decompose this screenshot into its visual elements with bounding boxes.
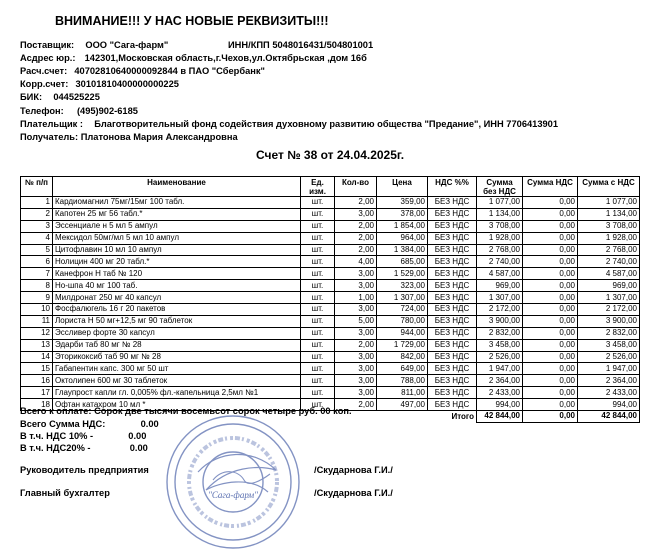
row-sum-vat: 2 526,00	[578, 351, 640, 363]
company-stamp	[158, 410, 308, 550]
recipient-value: Платонова Мария Александровна	[80, 132, 238, 142]
row-qty: 3,00	[335, 208, 377, 220]
row-qty: 5,00	[335, 315, 377, 327]
row-vat-sum: 0,00	[523, 351, 578, 363]
stamp-center-text: "Сага-фарм"	[208, 490, 258, 500]
row-name: Капотен 25 мг 56 табл.*	[53, 208, 301, 220]
row-qty: 2,00	[335, 232, 377, 244]
row-qty: 3,00	[335, 280, 377, 292]
row-sum-vat: 2 172,00	[578, 304, 640, 316]
table-row	[21, 256, 640, 268]
row-num: 3	[21, 220, 53, 232]
row-qty: 3,00	[335, 351, 377, 363]
row-name: Милдронат 250 мг 40 капсул	[53, 292, 301, 304]
vat10-value: 0.00	[128, 431, 147, 441]
row-vat-rate: БЕЗ НДС	[428, 268, 477, 280]
inn-label: ИНН/КПП	[228, 40, 270, 50]
vat10-label: В т.ч. НДС 10% -	[20, 431, 94, 441]
row-vat-sum: 0,00	[523, 315, 578, 327]
header-qty: Кол-во	[335, 177, 377, 197]
row-price: 724,00	[377, 304, 428, 316]
table-row	[21, 351, 640, 363]
row-name: Глаупрост капли гл. 0,005% фл.-капельница 2,5мл №1	[53, 387, 301, 399]
notice-title: ВНИМАНИЕ!!! У НАС НОВЫЕ РЕКВИЗИТЫ!!!	[55, 14, 329, 28]
row-sum-vat: 2 364,00	[578, 375, 640, 387]
row-price: 378,00	[377, 208, 428, 220]
table-row	[21, 315, 640, 327]
recipient-label: Получатель:	[20, 132, 79, 142]
corr-line	[20, 79, 179, 89]
row-unit: шт.	[301, 339, 335, 351]
row-price: 685,00	[377, 256, 428, 268]
row-name: Цитофлавин 10 мл 10 ампул	[53, 244, 301, 256]
table-row	[21, 327, 640, 339]
table-row	[21, 363, 640, 375]
row-vat-sum: 0,00	[523, 268, 578, 280]
row-name: Кардиомагнил 75мг/15мг 100 табл.	[53, 197, 301, 209]
corr-value: 30101810400000000225	[75, 79, 179, 89]
row-unit: шт.	[301, 315, 335, 327]
recipient-line	[20, 132, 238, 142]
row-qty: 2,00	[335, 220, 377, 232]
row-vat-rate: БЕЗ НДС	[428, 292, 477, 304]
row-qty: 3,00	[335, 327, 377, 339]
row-name: Октолипен 600 мг 30 таблеток	[53, 375, 301, 387]
accountant-label: Главный бухгалтер	[20, 488, 110, 498]
row-vat-sum: 0,00	[523, 292, 578, 304]
row-unit: шт.	[301, 244, 335, 256]
row-unit: шт.	[301, 268, 335, 280]
row-price: 811,00	[377, 387, 428, 399]
row-sum-vat: 2 433,00	[578, 387, 640, 399]
row-sum-no-vat: 969,00	[477, 280, 523, 292]
row-unit: шт.	[301, 208, 335, 220]
invoice-title: Счет № 38 от 24.04.2025г.	[256, 148, 405, 162]
account-value: 40702810640000092844 в ПАО "Сбербанк"	[74, 66, 265, 76]
row-sum-vat: 2 768,00	[578, 244, 640, 256]
row-unit: шт.	[301, 232, 335, 244]
director-name: /Скударнова Г.И./	[314, 465, 393, 475]
row-vat-rate: БЕЗ НДС	[428, 315, 477, 327]
table-row	[21, 292, 640, 304]
row-sum-no-vat: 2 740,00	[477, 256, 523, 268]
header-vat-rate: НДС %%	[428, 177, 477, 197]
row-num: 7	[21, 268, 53, 280]
bik-line	[20, 92, 100, 102]
row-name: Габапентин капс. 300 мг 50 шт	[53, 363, 301, 375]
row-sum-vat: 1 307,00	[578, 292, 640, 304]
vat20-label: В т.ч. НДС20% -	[20, 443, 91, 453]
row-unit: шт.	[301, 304, 335, 316]
row-price: 842,00	[377, 351, 428, 363]
vat10-line	[20, 431, 146, 441]
row-vat-sum: 0,00	[523, 220, 578, 232]
row-num: 5	[21, 244, 53, 256]
row-vat-rate: БЕЗ НДС	[428, 375, 477, 387]
supplier-line	[20, 40, 168, 50]
header-num: № п/п	[21, 177, 53, 197]
vat20-value: 0.00	[129, 443, 148, 453]
table-row	[21, 244, 640, 256]
row-vat-sum: 0,00	[523, 208, 578, 220]
row-sum-no-vat: 2 768,00	[477, 244, 523, 256]
total-without-vat: 42 844,00	[477, 411, 523, 423]
row-sum-vat: 969,00	[578, 280, 640, 292]
row-name: Но-шпа 40 мг 100 таб.	[53, 280, 301, 292]
row-sum-no-vat: 1 947,00	[477, 363, 523, 375]
row-price: 964,00	[377, 232, 428, 244]
row-vat-sum: 0,00	[523, 339, 578, 351]
row-num: 4	[21, 232, 53, 244]
row-price: 1 729,00	[377, 339, 428, 351]
bik-label: БИК:	[20, 92, 43, 102]
corr-label: Корр.счет:	[20, 79, 69, 89]
row-num: 12	[21, 327, 53, 339]
row-price: 1 854,00	[377, 220, 428, 232]
row-unit: шт.	[301, 375, 335, 387]
row-sum-vat: 4 587,00	[578, 268, 640, 280]
row-vat-rate: БЕЗ НДС	[428, 244, 477, 256]
row-qty: 4,00	[335, 256, 377, 268]
table-row	[21, 197, 640, 209]
row-sum-vat: 3 458,00	[578, 339, 640, 351]
header-sum-vat: Сумма с НДС	[578, 177, 640, 197]
row-unit: шт.	[301, 399, 335, 411]
row-num: 1	[21, 197, 53, 209]
row-price: 788,00	[377, 375, 428, 387]
row-vat-rate: БЕЗ НДС	[428, 232, 477, 244]
row-vat-rate: БЕЗ НДС	[428, 351, 477, 363]
row-vat-sum: 0,00	[523, 327, 578, 339]
header-name: Наименование	[53, 177, 301, 197]
accountant-name: /Скударнова Г.И./	[314, 488, 393, 498]
items-table	[20, 176, 640, 423]
row-unit: шт.	[301, 220, 335, 232]
row-vat-rate: БЕЗ НДС	[428, 280, 477, 292]
payable-text: Всего к оплате: Сорок две тысячи восемьсот сорок четыре руб. 00 коп.	[20, 406, 352, 416]
row-num: 13	[21, 339, 53, 351]
row-num: 15	[21, 363, 53, 375]
vat-total-value: 0.00	[140, 419, 159, 429]
table-row	[21, 304, 640, 316]
table-row	[21, 339, 640, 351]
row-price: 323,00	[377, 280, 428, 292]
row-vat-sum: 0,00	[523, 304, 578, 316]
row-unit: шт.	[301, 292, 335, 304]
row-vat-sum: 0,00	[523, 232, 578, 244]
row-num: 10	[21, 304, 53, 316]
row-qty: 3,00	[335, 387, 377, 399]
row-sum-no-vat: 3 708,00	[477, 220, 523, 232]
row-num: 11	[21, 315, 53, 327]
row-sum-no-vat: 1 134,00	[477, 208, 523, 220]
vat20-line	[20, 443, 148, 453]
bik-value: 044525225	[53, 92, 100, 102]
row-sum-vat: 994,00	[578, 399, 640, 411]
row-sum-no-vat: 2 526,00	[477, 351, 523, 363]
row-price: 497,00	[377, 399, 428, 411]
table-body	[21, 197, 640, 411]
header-unit: Ед. изм.	[301, 177, 335, 197]
row-sum-vat: 3 708,00	[578, 220, 640, 232]
row-sum-vat: 2 832,00	[578, 327, 640, 339]
row-qty: 2,00	[335, 244, 377, 256]
row-vat-rate: БЕЗ НДС	[428, 256, 477, 268]
row-sum-no-vat: 1 077,00	[477, 197, 523, 209]
supplier-label: Поставщик:	[20, 40, 75, 50]
row-name: Нолицин 400 мг 20 табл.*	[53, 256, 301, 268]
total-with-vat: 42 844,00	[578, 411, 640, 423]
row-sum-no-vat: 3 900,00	[477, 315, 523, 327]
row-vat-sum: 0,00	[523, 387, 578, 399]
row-unit: шт.	[301, 256, 335, 268]
row-sum-vat: 2 740,00	[578, 256, 640, 268]
row-name: Фосфалюгель 16 г 20 пакетов	[53, 304, 301, 316]
table-row	[21, 208, 640, 220]
row-vat-rate: БЕЗ НДС	[428, 208, 477, 220]
row-num: 16	[21, 375, 53, 387]
row-price: 1 529,00	[377, 268, 428, 280]
table-row	[21, 232, 640, 244]
row-unit: шт.	[301, 363, 335, 375]
table-row	[21, 220, 640, 232]
row-vat-rate: БЕЗ НДС	[428, 399, 477, 411]
header-sum-no-vat: Сумма без НДС	[477, 177, 523, 197]
row-vat-rate: БЕЗ НДС	[428, 304, 477, 316]
row-sum-no-vat: 1 307,00	[477, 292, 523, 304]
row-name: Мексидол 50мг/мл 5 мл 10 ампул	[53, 232, 301, 244]
payer-label: Плательщик :	[20, 119, 83, 129]
row-sum-no-vat: 2 172,00	[477, 304, 523, 316]
row-name: Эторикоксиб таб 90 мг № 28	[53, 351, 301, 363]
row-unit: шт.	[301, 387, 335, 399]
inn-value: 5048016431/504801001	[272, 40, 374, 50]
row-num: 17	[21, 387, 53, 399]
director-label: Руководитель предприятия	[20, 465, 149, 475]
row-num: 9	[21, 292, 53, 304]
row-num: 8	[21, 280, 53, 292]
table-row	[21, 387, 640, 399]
row-unit: шт.	[301, 197, 335, 209]
row-qty: 3,00	[335, 363, 377, 375]
row-vat-rate: БЕЗ НДС	[428, 363, 477, 375]
payer-value: Благотворительный фонд содействия духовному развитию общества "Предание", ИНН 7706413901	[94, 119, 559, 129]
row-qty: 3,00	[335, 268, 377, 280]
row-price: 1 384,00	[377, 244, 428, 256]
row-vat-sum: 0,00	[523, 244, 578, 256]
row-name: Эдарби таб 80 мг № 28	[53, 339, 301, 351]
row-sum-no-vat: 4 587,00	[477, 268, 523, 280]
row-sum-no-vat: 2 832,00	[477, 327, 523, 339]
row-vat-sum: 0,00	[523, 197, 578, 209]
row-name: Эссливер форте 30 капсул	[53, 327, 301, 339]
row-sum-no-vat: 2 364,00	[477, 375, 523, 387]
row-sum-vat: 1 134,00	[578, 208, 640, 220]
table-row	[21, 268, 640, 280]
inn-line	[228, 40, 373, 50]
row-vat-rate: БЕЗ НДС	[428, 327, 477, 339]
phone-label: Телефон:	[20, 106, 64, 116]
address-label: Асдрес юр.:	[20, 53, 76, 63]
row-vat-rate: БЕЗ НДС	[428, 387, 477, 399]
row-sum-no-vat: 3 458,00	[477, 339, 523, 351]
row-sum-vat: 1 947,00	[578, 363, 640, 375]
row-vat-sum: 0,00	[523, 399, 578, 411]
row-name: Эссенциале н 5 мл 5 ампул	[53, 220, 301, 232]
table-row	[21, 375, 640, 387]
row-qty: 2,00	[335, 399, 377, 411]
row-qty: 3,00	[335, 375, 377, 387]
row-qty: 2,00	[335, 339, 377, 351]
row-name: Канефрон Н таб № 120	[53, 268, 301, 280]
header-price: Цена	[377, 177, 428, 197]
phone-line	[20, 106, 138, 116]
phone-value: (495)902-6185	[76, 106, 138, 116]
row-price: 649,00	[377, 363, 428, 375]
vat-total-label: Всего Сумма НДС:	[20, 419, 106, 429]
row-price: 944,00	[377, 327, 428, 339]
row-vat-sum: 0,00	[523, 375, 578, 387]
table-header-row	[21, 177, 640, 197]
total-vat: 0,00	[523, 411, 578, 423]
payer-line	[20, 119, 558, 129]
row-sum-vat: 3 900,00	[578, 315, 640, 327]
row-unit: шт.	[301, 280, 335, 292]
row-sum-vat: 1 928,00	[578, 232, 640, 244]
row-vat-rate: БЕЗ НДС	[428, 220, 477, 232]
row-qty: 2,00	[335, 197, 377, 209]
address-value: 142301,Московская область,г.Чехов,ул.Октябрьская ,дом 16б	[84, 53, 367, 63]
row-sum-no-vat: 994,00	[477, 399, 523, 411]
row-num: 18	[21, 399, 53, 411]
row-unit: шт.	[301, 351, 335, 363]
row-num: 6	[21, 256, 53, 268]
row-num: 14	[21, 351, 53, 363]
account-line	[20, 66, 265, 76]
row-vat-sum: 0,00	[523, 256, 578, 268]
row-qty: 1,00	[335, 292, 377, 304]
row-num: 2	[21, 208, 53, 220]
row-sum-no-vat: 1 928,00	[477, 232, 523, 244]
row-sum-no-vat: 2 433,00	[477, 387, 523, 399]
row-price: 1 307,00	[377, 292, 428, 304]
row-price: 780,00	[377, 315, 428, 327]
row-vat-rate: БЕЗ НДС	[428, 197, 477, 209]
row-name: Офтан катахром 10 мл *	[53, 399, 301, 411]
row-sum-vat: 1 077,00	[578, 197, 640, 209]
supplier-name: ООО "Сага-фарм"	[85, 40, 169, 50]
row-name: Лориста Н 50 мг+12,5 мг 90 таблеток	[53, 315, 301, 327]
total-label: Итого	[451, 411, 474, 421]
row-price: 359,00	[377, 197, 428, 209]
vat-total-line	[20, 419, 159, 429]
row-unit: шт.	[301, 327, 335, 339]
row-vat-rate: БЕЗ НДС	[428, 339, 477, 351]
address-line	[20, 53, 367, 63]
table-row	[21, 280, 640, 292]
row-qty: 3,00	[335, 304, 377, 316]
row-vat-sum: 0,00	[523, 280, 578, 292]
header-vat-sum: Сумма НДС	[523, 177, 578, 197]
account-label: Расч.счет:	[20, 66, 68, 76]
row-vat-sum: 0,00	[523, 363, 578, 375]
